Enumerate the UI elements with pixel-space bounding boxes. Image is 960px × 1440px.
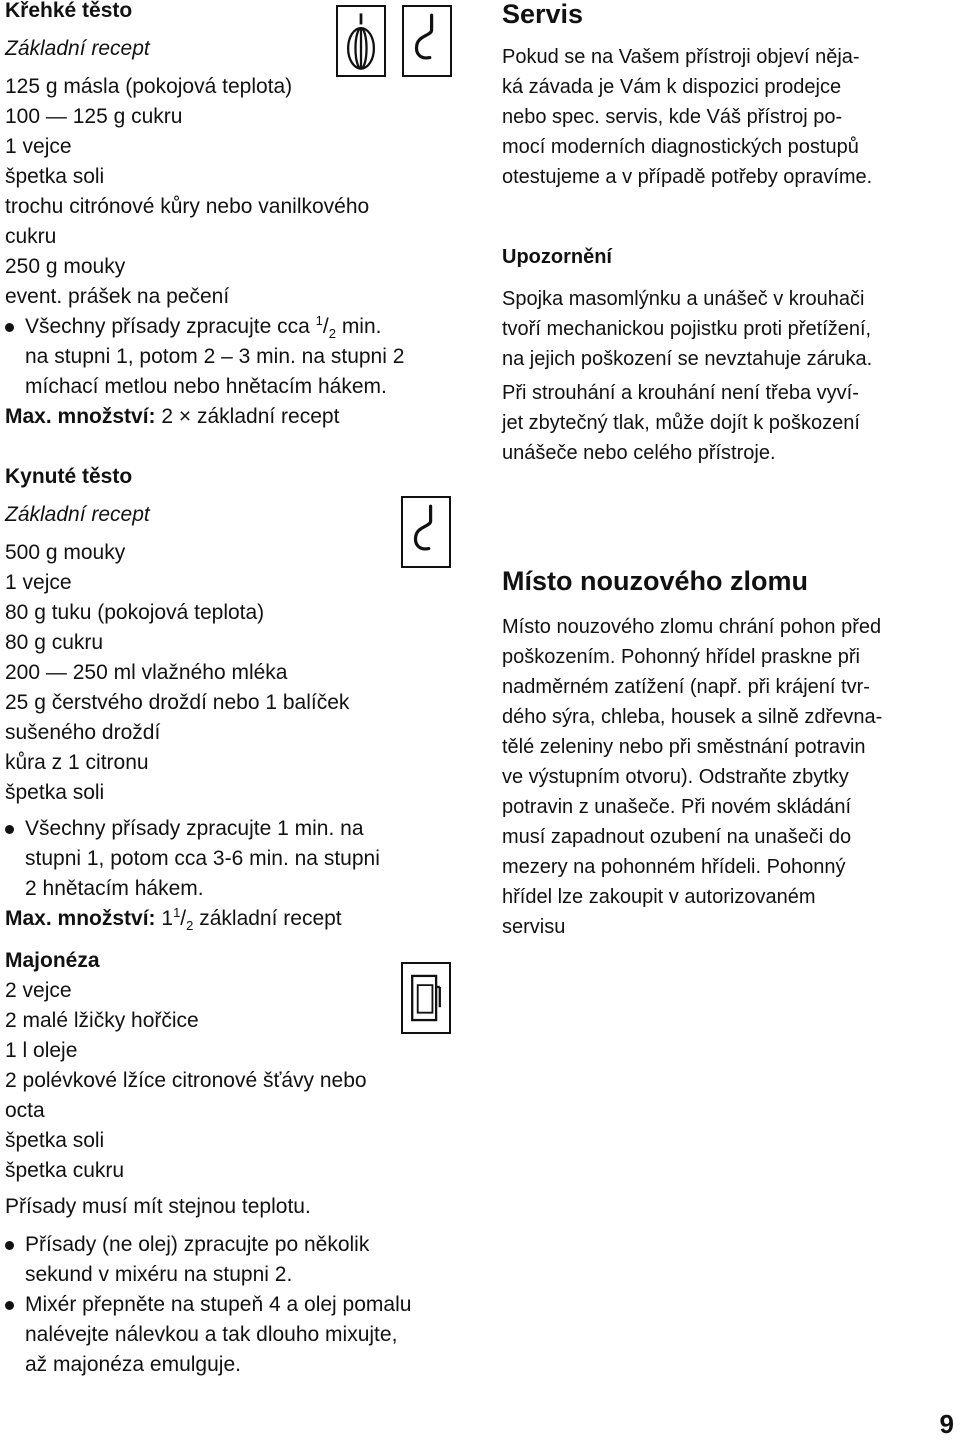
page-number: 9 — [939, 1409, 954, 1439]
instruction-line: míchací metlou nebo hnětacím hákem. — [25, 375, 387, 398]
ingredient-line: 2 polévkové lžíce citronové šťávy nebo — [5, 1069, 367, 1092]
fraction-numerator: 1 — [315, 313, 323, 328]
ingredient-line: 80 g tuku (pokojová teplota) — [5, 601, 265, 624]
ingredient-line: 1 vejce — [5, 571, 72, 594]
max-amount-label: Max. množství: — [5, 405, 156, 428]
yeast-dough-title: Kynuté těsto — [5, 465, 133, 488]
ingredient-line: 25 g čerstvého droždí nebo 1 balíček — [5, 691, 350, 714]
ingredient-line: sušeného droždí — [5, 721, 161, 744]
ingredient-line: 2 malé lžičky hořčice — [5, 1009, 199, 1032]
ingredient-line: 100 — 125 g cukru — [5, 105, 183, 128]
dough-hook-icon — [402, 5, 452, 77]
dough-hook-icon — [401, 496, 451, 568]
fraction-denominator: 2 — [186, 918, 194, 934]
ingredient-line: 1 l oleje — [5, 1039, 78, 1062]
warning-section — [502, 242, 960, 468]
text-line: unášeče nebo celého přístroje. — [502, 442, 776, 464]
ingredient-line: 2 vejce — [5, 979, 72, 1002]
servis-title: Servis — [502, 0, 584, 29]
instruction-line: na stupni 1, potom 2 – 3 min. na stupni 2 — [25, 345, 405, 368]
instruction-line: Mixér přepněte na stupeň 4 a olej pomalu — [25, 1293, 412, 1316]
ingredient-line: špetka soli — [5, 781, 105, 804]
text-line: Při strouhání a krouhání není třeba vyví- — [502, 382, 859, 404]
shortcrust-ingredients — [5, 72, 475, 312]
text-line: tělé zeleniny nebo při směstnání potravin — [502, 736, 866, 758]
shortcrust-instruction — [5, 312, 475, 402]
max-amount: Max. množství: $1^1/_2$ základní recept — [5, 905, 342, 934]
ingredient-line: špetka soli — [5, 165, 105, 188]
ingredient-line: trochu citrónové kůry nebo vanilkového — [5, 195, 370, 218]
blender-icon — [401, 962, 451, 1034]
instruction-line: Přísady (ne olej) zpracujte po několik — [25, 1233, 370, 1256]
text-line: mocí moderních diagnostických postupů — [502, 136, 859, 158]
text-line: hřídel lze zakoupit v autorizovaném — [502, 886, 816, 908]
yeast-dough-instruction — [5, 814, 475, 904]
breakpoint-title: Místo nouzového zlomu — [502, 566, 808, 596]
text-line: mezery na pohonném hřídeli. Pohonný — [502, 856, 846, 878]
fraction-numerator: 1 — [173, 905, 181, 920]
warning-paragraph-2 — [502, 378, 960, 468]
instruction-line: sekund v mixéru na stupni 2. — [25, 1263, 293, 1286]
ingredient-line: octa — [5, 1099, 45, 1122]
mayonnaise-note: Přísady musí mít stejnou teplotu. — [5, 1195, 311, 1218]
ingredient-line: špetka cukru — [5, 1159, 125, 1182]
text-line: dého sýra, chleba, housek a silně zdřevna- — [502, 706, 883, 728]
ingredient-line: 1 vejce — [5, 135, 72, 158]
text-line: ká závada je Vám k dispozici prodejce — [502, 76, 842, 98]
ingredient-line: špetka soli — [5, 1129, 105, 1152]
instruction-text: Všechny přísady zpracujte cca — [25, 315, 310, 338]
text-line: ve výstupním otvoru). Odstraňte zbytky — [502, 766, 849, 788]
instruction-line: až majonéza emulguje. — [25, 1353, 241, 1376]
text-line: Pokud se na Vašem přístroji objeví něja- — [502, 46, 860, 68]
ingredient-line: 80 g cukru — [5, 631, 104, 654]
mayonnaise-step-2 — [5, 1290, 475, 1380]
max-amount-value: základní recept — [199, 907, 342, 930]
servis-text — [502, 42, 960, 192]
max-amount-whole: 1 — [161, 907, 174, 930]
text-line: jet zbytečný tlak, může dojít k poškození — [502, 412, 860, 434]
warning-paragraph-1 — [502, 284, 960, 374]
max-amount — [5, 402, 475, 432]
text-line: poškozením. Pohonný hřídel praskne při — [502, 646, 860, 668]
mayonnaise-step-1 — [5, 1230, 475, 1290]
instruction-line: nalévejte nálevkou a tak dlouho mixujte, — [25, 1323, 398, 1346]
ingredient-line: 500 g mouky — [5, 541, 126, 564]
breakpoint-section — [502, 565, 960, 942]
text-line: na jejich poškození se nevztahuje záruka. — [502, 348, 873, 370]
instruction-line: Všechny přísady zpracujte cca $^1/_2$ min. — [25, 313, 382, 342]
ingredient-line: 200 — 250 ml vlažného mléka — [5, 661, 288, 684]
text-line: tvoří mechanickou pojistku proti přetížení, — [502, 318, 872, 340]
yeast-dough-ingredients — [5, 538, 475, 808]
text-line: Místo nouzového zlomu chrání pohon před — [502, 616, 882, 638]
ingredient-line: event. prášek na pečení — [5, 285, 230, 308]
warning-title: Upozornění — [502, 246, 612, 268]
ingredient-line: 250 g mouky — [5, 255, 126, 278]
instruction-line: stupni 1, potom cca 3-6 min. na stupni — [25, 847, 380, 870]
text-line: nadměrném zatížení (např. při krájení tvr- — [502, 676, 870, 698]
text-line: servisu — [502, 916, 566, 938]
text-line: nebo spec. servis, kde Váš přístroj po- — [502, 106, 843, 128]
text-line: otestujeme a v případě potřeby opravíme. — [502, 166, 873, 188]
whisk-icon — [336, 5, 386, 77]
shortcrust-subtitle: Základní recept — [5, 37, 150, 60]
text-line: potravin z unašeče. Při novém skládání — [502, 796, 852, 818]
text-line: Spojka masomlýnku a unášeč v krouhači — [502, 288, 865, 310]
servis-section — [502, 0, 960, 192]
fraction-denominator: 2 — [328, 326, 336, 342]
ingredient-line: kůra z 1 citronu — [5, 751, 149, 774]
shortcrust-title: Křehké těsto — [5, 0, 133, 22]
ingredient-line: 125 g másla (pokojová teplota) — [5, 75, 293, 98]
mayonnaise-title: Majonéza — [5, 949, 100, 972]
instruction-line: Všechny přísady zpracujte 1 min. na — [25, 817, 364, 840]
text-line: musí zapadnout ozubení na unašeči do — [502, 826, 852, 848]
ingredient-line: cukru — [5, 225, 57, 248]
max-amount-label: Max. množství: — [5, 907, 156, 930]
instruction-line: 2 hnětacím hákem. — [25, 877, 204, 900]
yeast-dough-subtitle: Základní recept — [5, 503, 150, 526]
instruction-text: min. — [341, 315, 382, 338]
max-amount-value: 2 × základní recept — [161, 405, 340, 428]
breakpoint-text — [502, 612, 960, 942]
